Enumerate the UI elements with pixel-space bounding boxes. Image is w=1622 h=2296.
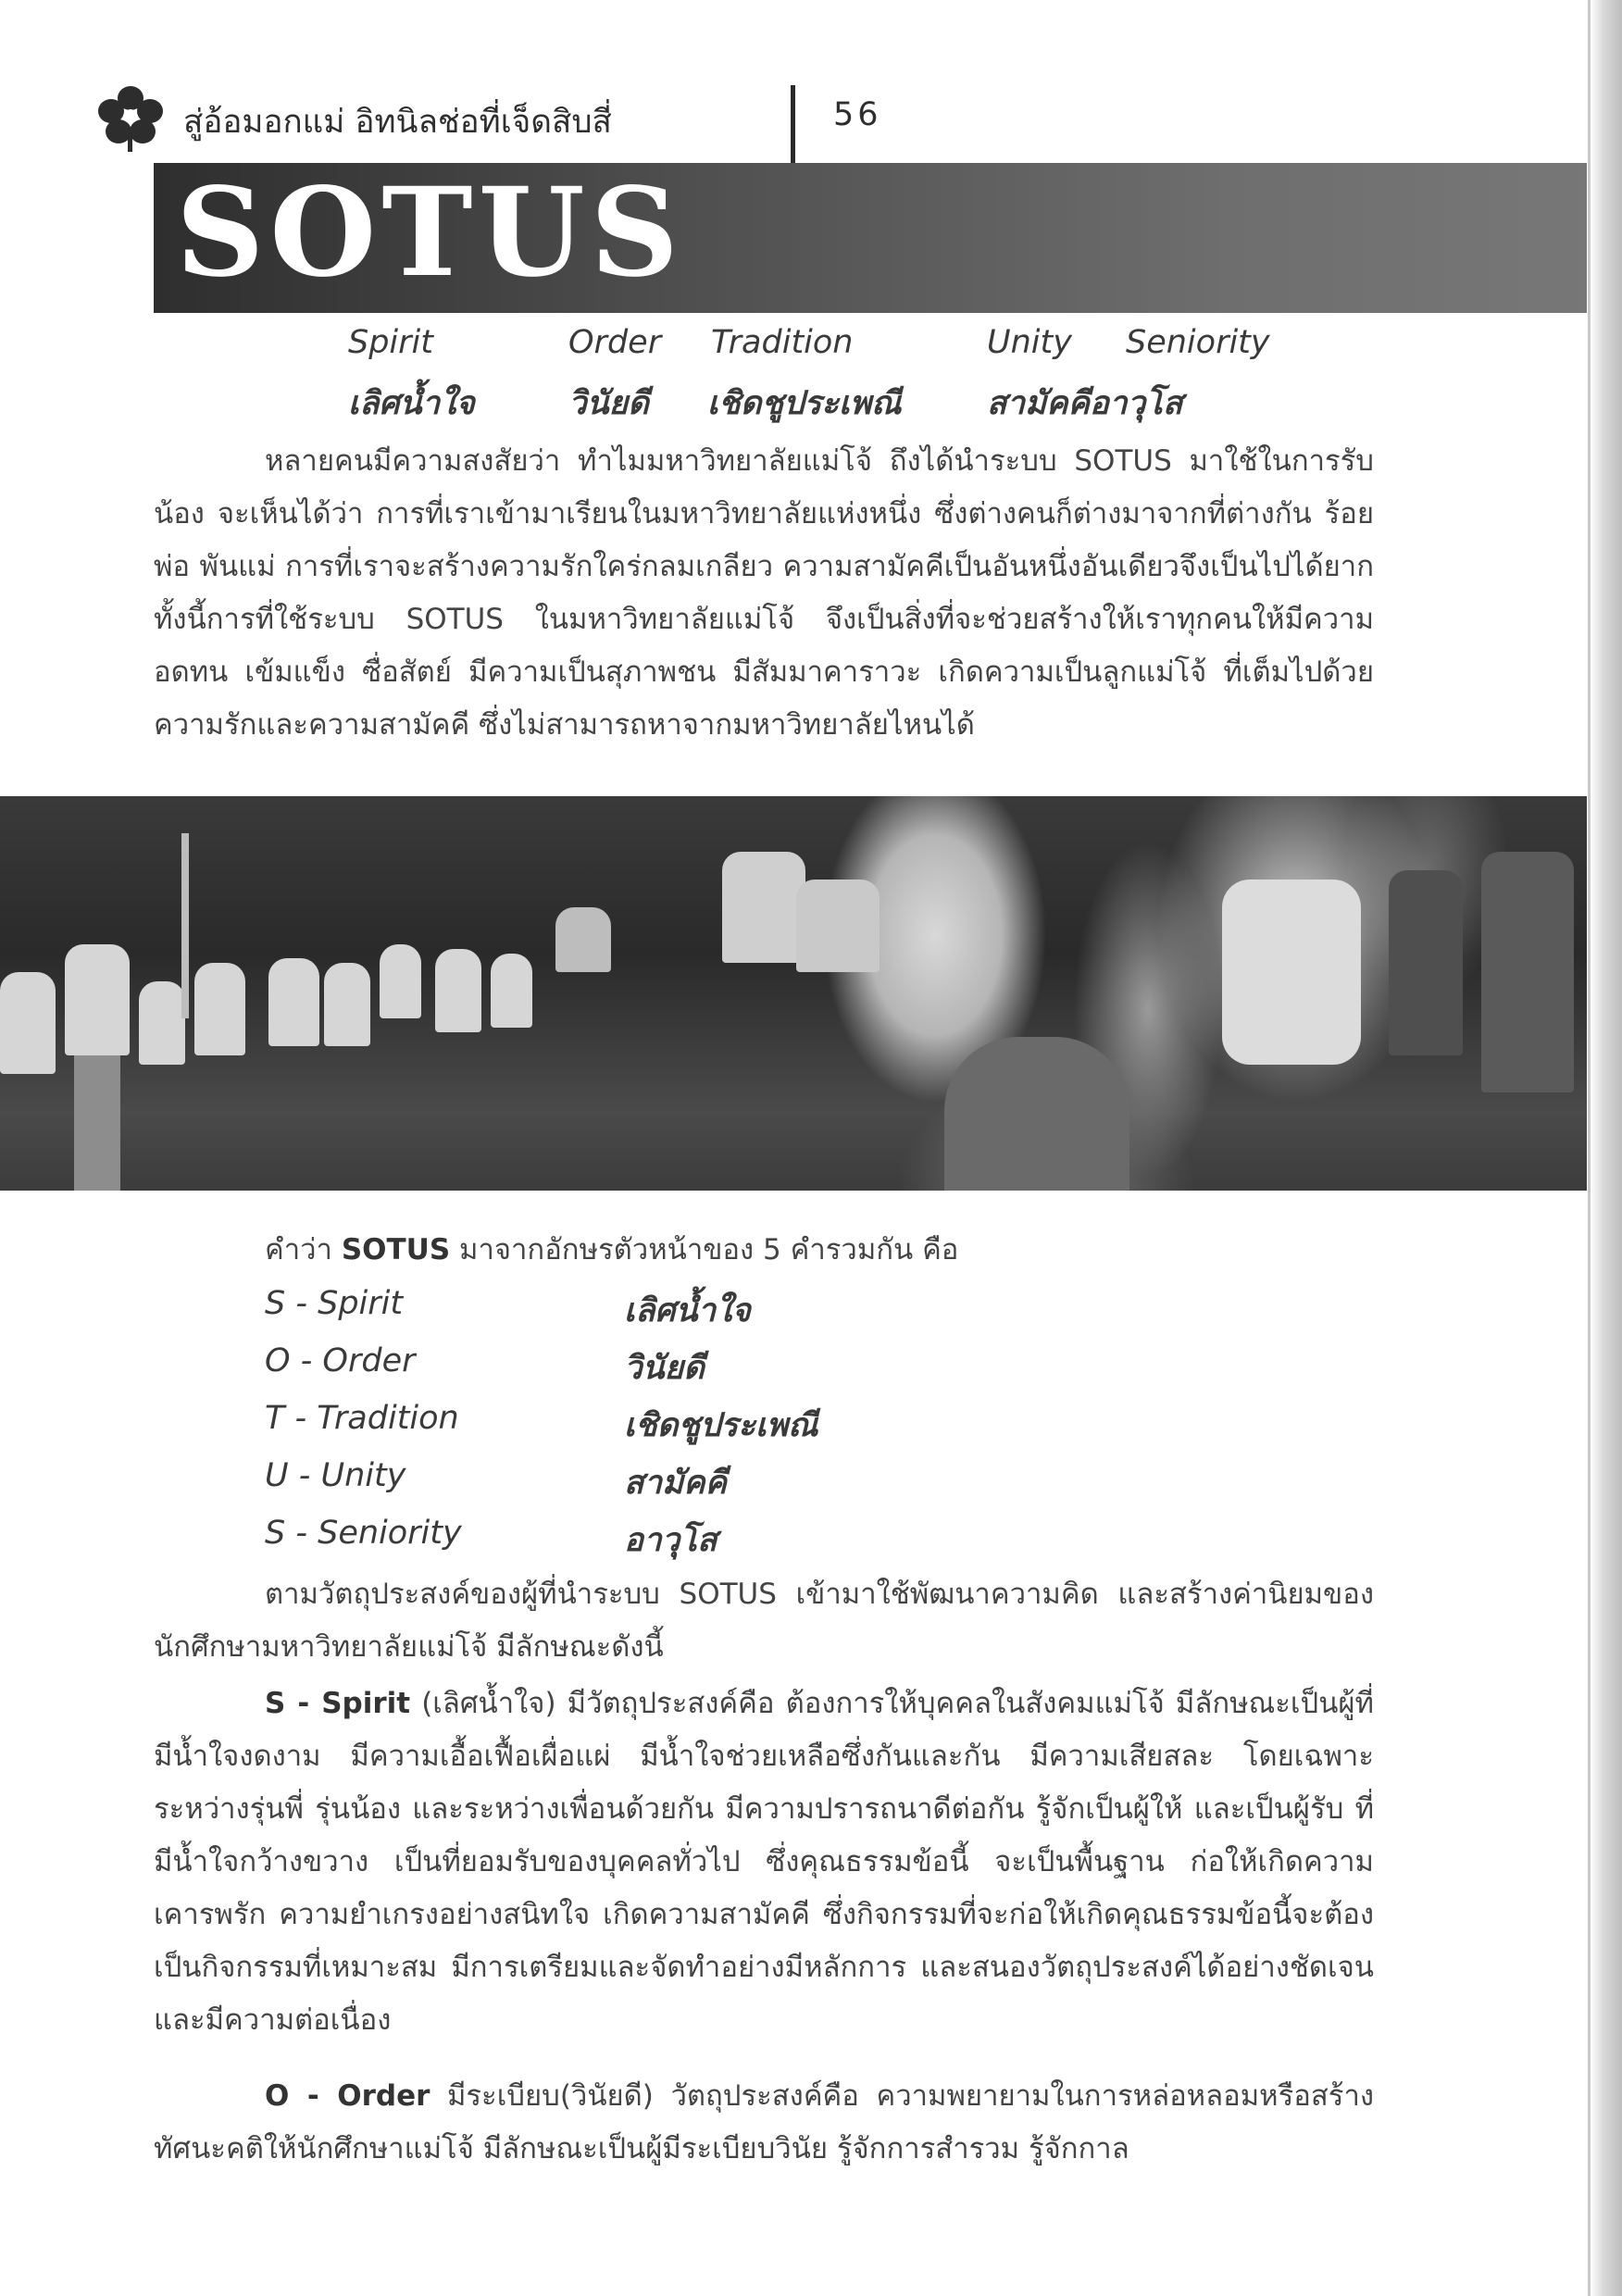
list-item-letter: S - Spirit xyxy=(265,1285,404,1322)
page-title: SOTUS xyxy=(176,161,684,305)
list-intro-keyword: SOTUS xyxy=(341,1233,451,1267)
spirit-paragraph xyxy=(154,1678,1374,2047)
acronym-thai-unity-seniority: สามัคคีอาวุโส xyxy=(987,385,1183,422)
flower-logo-icon xyxy=(93,85,168,152)
list-item-thai: เชิดชูประเพณี xyxy=(624,1407,818,1444)
order-paragraph xyxy=(154,2070,1374,2176)
list-item-letter: U - Unity xyxy=(265,1457,406,1494)
spirit-lead: S - Spirit xyxy=(265,1687,411,1720)
ceremony-photo xyxy=(0,796,1587,1191)
order-text: มีระเบียบ(วินัยดี) วัตถุประสงค์คือ ความพยายามในการหล่อหลอมหรือสร้างทัศนะคติให้นักศึกษาแม่โจ้ มีลักษณะเป็นผู้มีระเบียบวินัย รู้จักการสำรวม รู้จักกาล xyxy=(154,2079,1374,2165)
list-item-thai: วินัยดี xyxy=(624,1350,705,1387)
list-item-letter: S - Seniority xyxy=(265,1515,462,1552)
list-item-letter: O - Order xyxy=(265,1342,416,1379)
acronym-thai-tradition: เชิดชูประเพณี xyxy=(707,385,902,422)
objective-paragraph: ตามวัตถุประสงค์ของผู้ที่นำระบบ SOTUS เข้ามาใช้พัฒนาความคิด และสร้างค่านิยมของนักศึกษามหาวิทยาลัยแม่โจ้ มีลักษณะดังนี้ xyxy=(154,1578,1374,1664)
acronym-tradition: Tradition xyxy=(711,324,854,361)
acronym-spirit: Spirit xyxy=(348,324,433,361)
intro-paragraph: หลายคนมีความสงสัยว่า ทำไมมหาวิทยาลัยแม่โจ้ ถึงได้นำระบบ SOTUS มาใช้ในการรับน้อง จะเห็นได้ว่า การที่เราเข้ามาเรียนในมหาวิทยาลัยแห่งหนึ่ง ซึ่งต่างคนก็ต่างมาจากที่ต่างกัน ร้อยพ่อ พันแม่ การที่เราจะสร้างความรักใคร่กลมเกลียว ความสามัคคีเป็นอันหนึ่งอันเดียวจึงเป็นไปได้ยาก ทั้งนี้การที่ใช้ระบบ SOTUS ในมหาวิทยาลัยแม่โจ้ จึงเป็นสิ่งที่จะช่วยสร้างให้เราทุกคนให้มีความอดทน เข้มแข็ง ซื่อสัตย์ มีความเป็นสุภาพชน มีสัมมาคาราวะ เกิดความเป็นลูกแม่โจ้ ที่เต็มไปด้วยความรักและความสามัคคี ซึ่งไม่สามารถหาจากมหาวิทยาลัยไหนได้ xyxy=(154,444,1374,742)
title-banner xyxy=(154,163,1587,313)
page-number: 56 xyxy=(833,96,882,133)
acronym-order: Order xyxy=(568,324,662,361)
page-edge-shadow xyxy=(1591,0,1622,2296)
acronym-thai-order: วินัยดี xyxy=(568,385,649,422)
acronym-thai-spirit: เลิศน้ำใจ xyxy=(348,385,475,422)
list-intro xyxy=(265,1224,1376,1277)
spirit-text: (เลิศน้ำใจ) มีวัตถุประสงค์คือ ต้องการให้บุคคลในสังคมแม่โจ้ มีลักษณะเป็นผู้ที่มีน้ำใจงดงาม มีความเอื้อเฟื้อเผื่อแผ่ มีน้ำใจช่วยเหลือซึ่งกันและกัน มีความเสียสละ โดยเฉพาะระหว่างรุ่นพี่ รุ่นน้อง และระหว่างเพื่อนด้วยกัน มีความปรารถนาดีต่อกัน รู้จักเป็นผู้ให้ และเป็นผู้รับ ที่มีน้ำใจกว้างขวาง เป็นที่ยอมรับของบุคคลทั่วไป ซึ่งคุณธรรมข้อนี้ จะเป็นพื้นฐาน ก่อให้เกิดความเคารพรัก ความยำเกรงอย่างสนิทใจ เกิดความสามัคคี ซึ่งกิจกรรมที่จะก่อให้เกิดคุณธรรมข้อนี้จะต้องเป็นกิจกรรมที่เหมาะสม มีการเตรียมและจัดทำอย่างมีหลักการ และสนองวัตถุประสงค์ได้อย่างชัดเจน และมีความต่อเนื่อง xyxy=(154,1687,1374,2037)
acronym-seniority: Seniority xyxy=(1126,324,1270,361)
list-item-thai: อาวุโส xyxy=(624,1522,717,1559)
order-lead: O - Order xyxy=(265,2079,430,2113)
page-header xyxy=(93,85,882,150)
list-item-thai: เลิศน้ำใจ xyxy=(624,1292,751,1329)
running-title: สู่อ้อมอกแม่ อิทนิลช่อที่เจ็ดสิบสี่ xyxy=(183,104,612,141)
list-intro-before: คำว่า xyxy=(265,1233,342,1267)
list-intro-after: มาจากอักษรตัวหน้าของ 5 คำรวมกัน คือ xyxy=(450,1233,959,1267)
list-item-letter: T - Tradition xyxy=(265,1400,459,1437)
list-item-thai: สามัคคี xyxy=(624,1465,727,1502)
acronym-unity: Unity xyxy=(987,324,1072,361)
